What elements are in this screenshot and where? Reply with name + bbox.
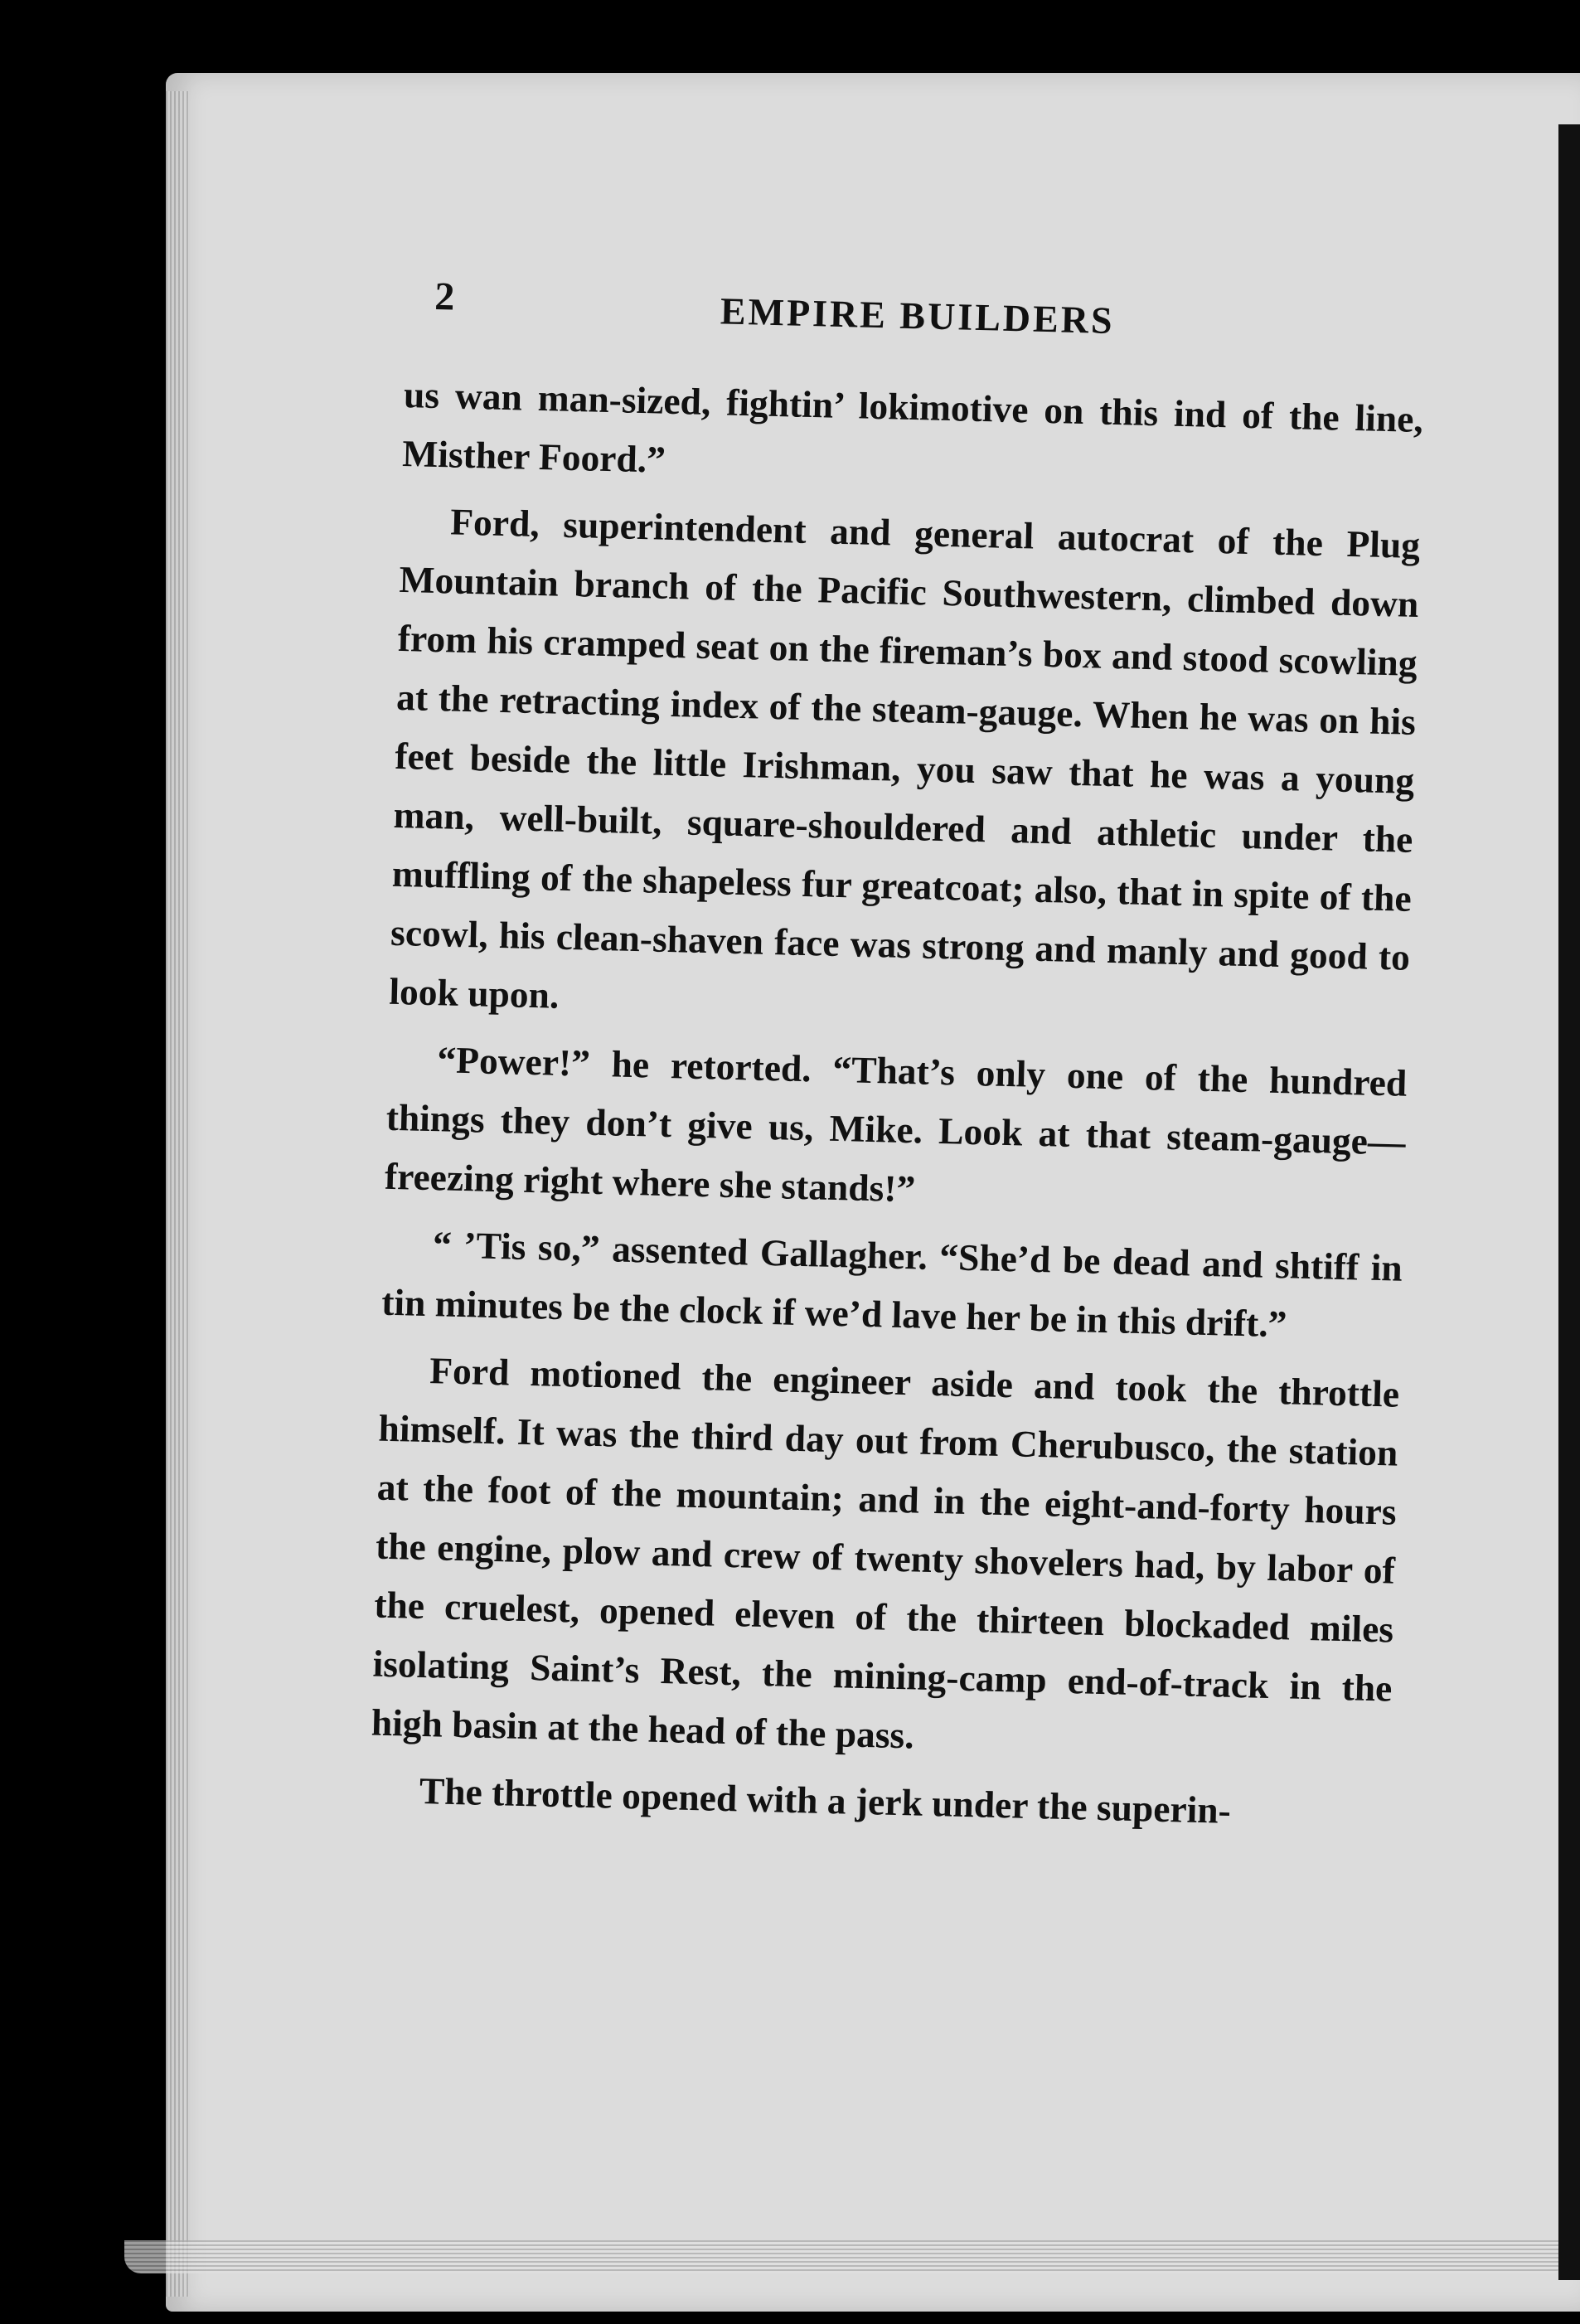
- page-gutter-edge: [166, 91, 189, 2297]
- body-text: [369, 365, 1424, 1852]
- paragraph: “Power!” he retorted. “That’s only one of the hundred things they don’t give us, Mike. Look at that steam-gauge—freezing right where she stands!”: [384, 1038, 1408, 1211]
- page-stack-bottom-edge: [124, 2240, 1558, 2273]
- running-head: EMPIRE BUILDERS: [720, 289, 1116, 342]
- paragraph: The throttle opened with a jerk under the superin-: [419, 1768, 1232, 1832]
- paragraph: Ford, superintendent and general autocrat of the Plug Mountain branch of the Pacific Southwestern, climbed down from his cramped seat on the fireman’s box and stood scowling at the retracting index of the steam-gauge. When he was on his feet beside the little Irishman, you saw that he was a young man, well-built, square-shouldered and athletic under the muffling of the shapeless fur greatcoat; also, that in spite of the scowl, his clean-shaven face was strong and manly and good to look upon.: [388, 500, 1421, 1016]
- paragraph: Ford motioned the engineer aside and took the throttle himself. It was the third day out from Cherubusco, the station at the foot of the mountain; and in the eight-and-forty hours the engine, plow and crew of twenty shovelers had, by labor of the cruelest, opened eleven of the thirteen blockaded miles isolating Saint’s Rest, the mining-camp end-of-track in the high basin at the head of the pass.: [371, 1349, 1400, 1757]
- paragraph: us wan man-sized, fightin’ lokimotive on this ind of the line, Misther Foord.”: [401, 372, 1424, 481]
- paragraph: “ ’Tis so,” assented Gallagher. “She’d be dead and shtiff in tin minutes be the clock if we’d lave her be in this drift.”: [380, 1223, 1403, 1346]
- page-number: 2: [434, 274, 455, 319]
- scan-right-margin: [1558, 124, 1580, 2280]
